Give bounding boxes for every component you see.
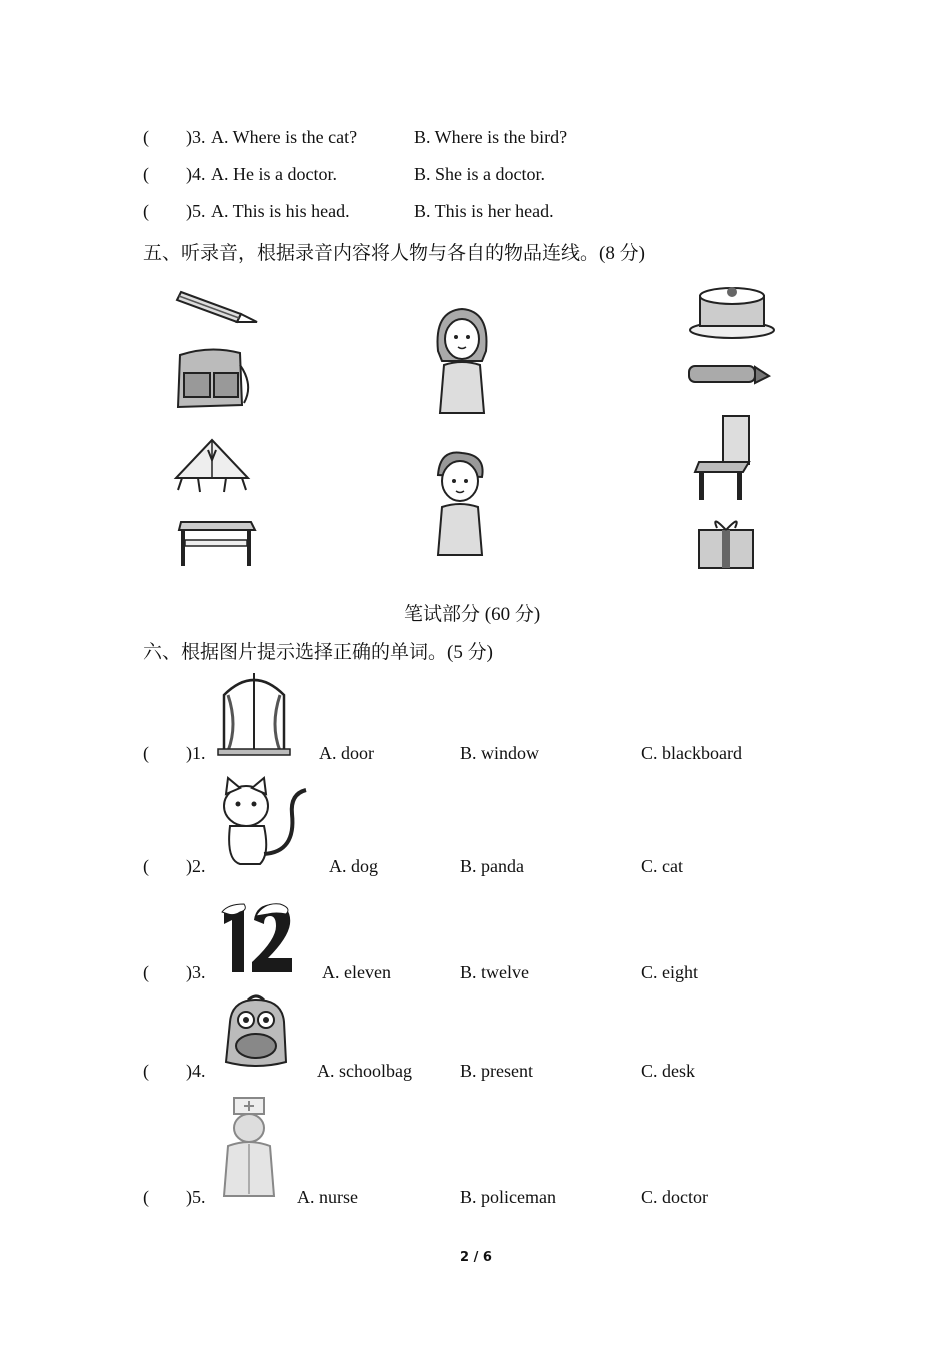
option-b: B. present xyxy=(460,1061,533,1081)
crayon-icon[interactable] xyxy=(685,358,773,394)
schoolbag-icon xyxy=(218,992,294,1070)
question-number: )2. xyxy=(186,856,206,876)
schoolbag-icon[interactable] xyxy=(170,345,255,410)
chair-icon[interactable] xyxy=(693,412,757,504)
option-a: A. door xyxy=(319,743,374,763)
option-b: B. policeman xyxy=(460,1187,556,1207)
option-c: C. doctor xyxy=(641,1187,708,1207)
answer-blank[interactable]: ( xyxy=(143,1061,149,1081)
answer-blank[interactable]: ( xyxy=(143,743,149,763)
desk-icon[interactable] xyxy=(175,512,260,570)
option-a: A. dog xyxy=(329,856,378,876)
option-c: C. eight xyxy=(641,962,698,982)
answer-blank[interactable]: ( xyxy=(143,856,149,876)
question-number: )5. xyxy=(186,1187,206,1207)
number-twelve-icon xyxy=(218,900,300,978)
kite-icon[interactable] xyxy=(172,436,252,496)
answer-blank[interactable]: ( xyxy=(143,127,149,147)
question-number: )3. xyxy=(186,962,206,982)
pencil-icon[interactable] xyxy=(175,282,260,324)
written-section-title: 笔试部分 (60 分) xyxy=(404,604,541,625)
option-a: A. schoolbag xyxy=(317,1061,412,1081)
option-b: B. This is her head. xyxy=(414,201,554,221)
option-a: A. Where is the cat? xyxy=(211,127,358,147)
option-b: B. twelve xyxy=(460,962,529,982)
cake-icon[interactable] xyxy=(686,278,778,340)
option-b: B. She is a doctor. xyxy=(414,164,545,184)
option-b: B. Where is the bird? xyxy=(414,127,568,147)
option-a: A. eleven xyxy=(322,962,391,982)
page-number: 2 / 6 xyxy=(460,1250,492,1265)
section5-heading: 五、听录音，根据录音内容将人物与各自的物品连线。(8 分) xyxy=(143,243,645,264)
question-number: )1. xyxy=(186,743,206,763)
doctor-icon xyxy=(220,1094,280,1202)
option-b: B. window xyxy=(460,743,540,763)
answer-blank[interactable]: ( xyxy=(143,962,149,982)
option-a: A. This is his head. xyxy=(211,201,350,221)
option-c: C. desk xyxy=(641,1061,695,1081)
question-number: )4. xyxy=(186,164,206,184)
option-a: A. nurse xyxy=(297,1187,358,1207)
question-number: )4. xyxy=(186,1061,206,1081)
window-icon xyxy=(216,665,292,757)
question-number: )5. xyxy=(186,201,206,221)
section6-heading: 六、根据图片提示选择正确的单词。(5 分) xyxy=(143,642,493,663)
boy-icon[interactable] xyxy=(428,447,492,563)
cat-icon xyxy=(216,774,310,868)
question-number: )3. xyxy=(186,127,206,147)
answer-blank[interactable]: ( xyxy=(143,201,149,221)
option-c: C. blackboard xyxy=(641,743,742,763)
present-icon[interactable] xyxy=(693,512,767,572)
answer-blank[interactable]: ( xyxy=(143,164,149,184)
answer-blank[interactable]: ( xyxy=(143,1187,149,1207)
option-b: B. panda xyxy=(460,856,524,876)
option-a: A. He is a doctor. xyxy=(211,164,337,184)
girl-icon[interactable] xyxy=(430,305,494,421)
option-c: C. cat xyxy=(641,856,683,876)
